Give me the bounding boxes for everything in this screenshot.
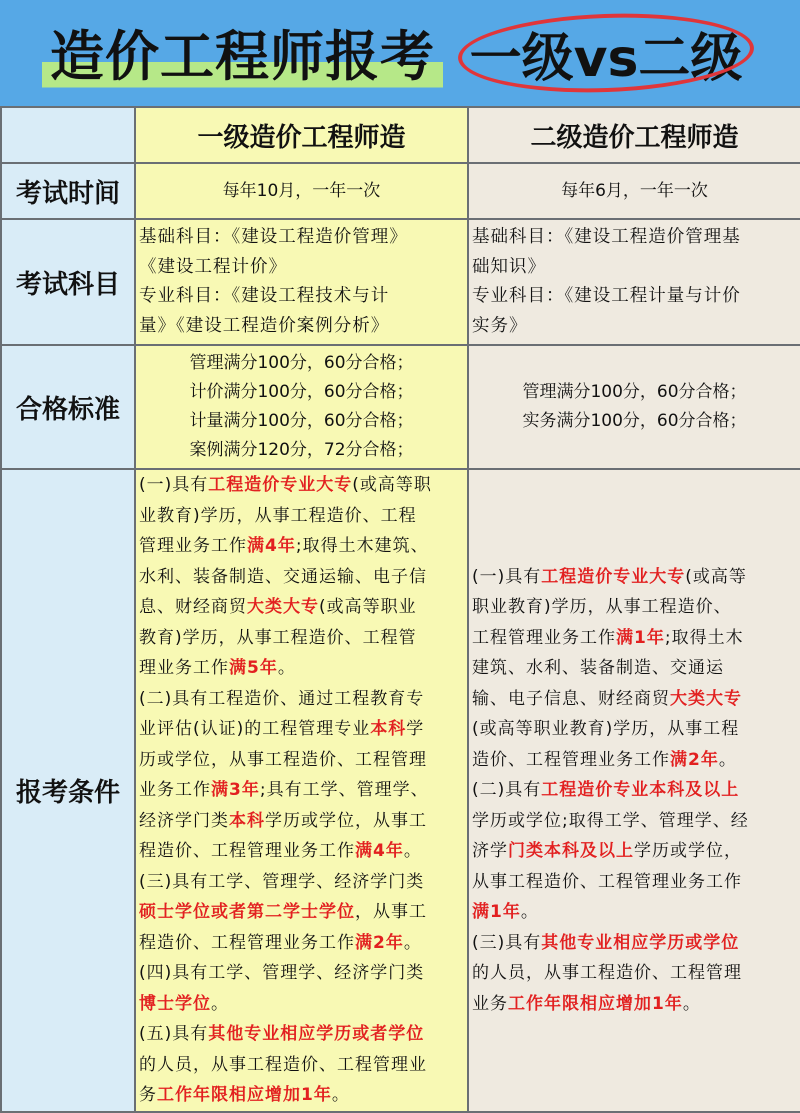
text-line: 专业科目：《建设工程技术与计 <box>139 286 390 306</box>
row-label-conditions: 报考条件 <box>1 469 135 1112</box>
level2-subjects <box>468 219 800 345</box>
text-line: 基础科目：《建设工程造价管理基 <box>472 227 741 247</box>
text-segment: (四)具有工学、管理学、经济学门类 <box>139 963 425 983</box>
table-row <box>1 219 800 345</box>
emphasis-text: 硕士学位或者第二学士学位 <box>139 902 355 922</box>
emphasis-text: 工程造价专业大专 <box>208 475 353 495</box>
text-segment: (或高等职 <box>352 475 432 495</box>
text-segment: 学历或学位;取得工学、管理学、经 <box>472 810 749 831</box>
text-segment: 建筑、水利、装备制造、交通运 <box>472 658 724 678</box>
text-segment: 教育)学历，从事工程造价、工程管 <box>139 627 417 648</box>
text-line: 实务》 <box>472 315 528 336</box>
text-line <box>472 775 798 806</box>
text-line <box>472 989 798 1020</box>
emphasis-text: 大类大专 <box>670 688 742 709</box>
text-line <box>472 745 798 776</box>
text-line: 计量满分100分，60分合格； <box>189 411 414 431</box>
level2-exam-time: 每年6月，一年一次 <box>468 163 800 219</box>
text-segment: 的人员，从事工程造价、工程管理 <box>472 963 742 983</box>
text-segment: 务 <box>139 1085 157 1105</box>
text-segment: 输、电子信息、财经商贸 <box>472 688 670 709</box>
text-line <box>472 867 798 898</box>
text-line: 管理满分100分，60分合格； <box>189 353 414 373</box>
text-segment: 。 <box>331 1085 350 1105</box>
text-line <box>472 653 798 684</box>
text-line: 案例满分120分，72分合格； <box>189 440 414 460</box>
text-line <box>139 1019 465 1050</box>
text-line: 《建设工程计价》 <box>139 256 287 277</box>
page-title: 造价工程师报考 <box>42 10 443 94</box>
text-line <box>139 623 465 654</box>
emphasis-text: 满2年 <box>670 749 719 770</box>
emphasis-text: 满1年 <box>472 902 521 922</box>
text-segment: 。 <box>403 932 422 953</box>
text-segment: (或高等 <box>685 566 747 587</box>
level2-passing <box>468 345 800 469</box>
comparison-title <box>458 14 754 92</box>
text-line <box>139 592 465 623</box>
text-segment: 业教育)学历，从事工程造价、工程 <box>139 505 417 526</box>
text-segment: (三)具有 <box>472 932 542 953</box>
text-segment: 业务工作 <box>139 780 211 800</box>
col-header-level1: 一级造价工程师造 <box>135 107 468 163</box>
text-segment: 造价、工程管理业务工作 <box>472 749 670 770</box>
header-banner <box>0 0 800 106</box>
text-segment: 息、财经商贸 <box>139 597 247 617</box>
text-line: 专业科目：《建设工程计量与计价 <box>472 286 741 306</box>
text-segment: 理业务工作 <box>139 658 229 678</box>
text-line <box>139 775 465 806</box>
text-segment: (或高等职业 <box>319 597 417 617</box>
text-segment: 学 <box>406 719 425 739</box>
text-line <box>139 501 465 532</box>
emphasis-text: 工作年限相应增加1年 <box>157 1085 332 1105</box>
text-line <box>139 958 465 989</box>
text-segment: 经济学门类 <box>139 810 229 831</box>
text-line <box>139 1050 465 1081</box>
text-segment: 学历或学位， <box>634 841 742 861</box>
text-segment: 职业教育)学历，从事工程造价、 <box>472 597 732 617</box>
emphasis-text: 本科 <box>370 719 407 739</box>
text-line: 管理满分100分，60分合格； <box>522 382 747 402</box>
text-line <box>139 470 465 501</box>
text-segment: (二)具有 <box>472 780 542 800</box>
text-line <box>472 592 798 623</box>
text-segment: 。 <box>682 993 701 1014</box>
text-segment: 学历或学位，从事工 <box>265 810 427 831</box>
row-label-subjects: 考试科目 <box>1 219 135 345</box>
text-line <box>139 684 465 715</box>
text-segment: 。 <box>520 902 539 922</box>
text-segment: 济学 <box>472 841 508 861</box>
text-line: 基础科目：《建设工程造价管理》 <box>139 227 408 247</box>
text-line <box>139 653 465 684</box>
row-label-exam-time: 考试时间 <box>1 163 135 219</box>
text-segment: 工程管理业务工作 <box>472 627 616 648</box>
level1-subjects <box>135 219 468 345</box>
emphasis-text: 满2年 <box>355 932 404 953</box>
text-segment: (一)具有 <box>139 475 209 495</box>
emphasis-text: 其他专业相应学历或学位 <box>541 932 740 953</box>
text-line <box>472 623 798 654</box>
text-segment: 。 <box>277 658 296 678</box>
text-segment: (三)具有工学、管理学、经济学门类 <box>139 871 425 892</box>
text-segment: 。 <box>718 749 737 770</box>
text-segment: (或高等职业教育)学历，从事工程 <box>472 719 740 739</box>
table-row <box>1 345 800 469</box>
text-line <box>139 867 465 898</box>
emphasis-text: 工作年限相应增加1年 <box>508 993 683 1014</box>
comparison-table <box>0 106 800 1113</box>
text-line <box>139 836 465 867</box>
text-segment: 程造价、工程管理业务工作 <box>139 841 355 861</box>
text-segment: 业务 <box>472 993 508 1014</box>
emphasis-text: 工程造价专业本科及以上 <box>541 780 740 800</box>
text-segment: 。 <box>403 841 422 861</box>
emphasis-text: 博士学位 <box>139 993 211 1014</box>
text-line: 础知识》 <box>472 256 546 277</box>
text-line <box>472 836 798 867</box>
emphasis-text: 满1年 <box>616 627 665 648</box>
text-line <box>139 714 465 745</box>
text-line <box>472 806 798 837</box>
text-line <box>139 531 465 562</box>
text-line: 实务满分100分，60分合格； <box>522 411 747 431</box>
text-segment: ;取得土木 <box>664 627 744 648</box>
text-segment: 历或学位，从事工程造价、工程管理 <box>139 749 427 770</box>
table-header-row <box>1 107 800 163</box>
text-segment: (五)具有 <box>139 1024 209 1044</box>
level2-conditions <box>468 469 800 1112</box>
level1-conditions <box>135 469 468 1112</box>
emphasis-text: 满4年 <box>355 841 404 861</box>
text-line <box>139 806 465 837</box>
text-segment: 水利、装备制造、交通运输、电子信 <box>139 566 427 587</box>
text-line <box>139 928 465 959</box>
emphasis-text: 满3年 <box>211 780 260 800</box>
table-row <box>1 163 800 219</box>
text-segment: 管理业务工作 <box>139 536 247 556</box>
level1-exam-time: 每年10月，一年一次 <box>135 163 468 219</box>
text-segment: 从事工程造价、工程管理业务工作 <box>472 871 742 892</box>
emphasis-text: 门类本科及以上 <box>508 841 634 861</box>
corner-cell <box>1 107 135 163</box>
emphasis-text: 满4年 <box>247 536 296 556</box>
text-segment: ;具有工学、管理学、 <box>259 780 429 800</box>
emphasis-text: 本科 <box>229 810 265 831</box>
text-line <box>472 928 798 959</box>
text-line <box>472 714 798 745</box>
row-label-passing: 合格标准 <box>1 345 135 469</box>
table-row <box>1 469 800 1112</box>
emphasis-text: 工程造价专业大专 <box>541 566 686 587</box>
text-line <box>472 684 798 715</box>
text-line <box>139 989 465 1020</box>
level1-passing <box>135 345 468 469</box>
text-segment: (一)具有 <box>472 566 542 587</box>
text-segment: ;取得土木建筑、 <box>295 536 429 556</box>
text-line <box>139 745 465 776</box>
text-line <box>139 562 465 593</box>
text-segment: (二)具有工程造价、通过工程教育专 <box>139 688 425 709</box>
text-segment: ，从事工 <box>355 902 427 922</box>
text-line: 量》《建设工程造价案例分析》 <box>139 315 390 336</box>
emphasis-text: 其他专业相应学历或者学位 <box>208 1024 425 1044</box>
col-header-level2: 二级造价工程师造 <box>468 107 800 163</box>
text-segment: 。 <box>211 993 229 1014</box>
text-line <box>472 958 798 989</box>
text-line <box>139 897 465 928</box>
text-segment: 业评估(认证)的工程管理专业 <box>139 719 371 739</box>
text-segment: 程造价、工程管理业务工作 <box>139 932 355 953</box>
emphasis-text: 大类大专 <box>247 597 319 617</box>
text-line: 计价满分100分，60分合格； <box>189 382 414 402</box>
text-line <box>472 562 798 593</box>
text-segment: 的人员，从事工程造价、工程管理业 <box>139 1054 427 1075</box>
emphasis-text: 满5年 <box>229 658 278 678</box>
text-line <box>139 1080 465 1111</box>
text-line <box>472 897 798 928</box>
comparison-title-text: 一级vs二级 <box>469 28 743 89</box>
